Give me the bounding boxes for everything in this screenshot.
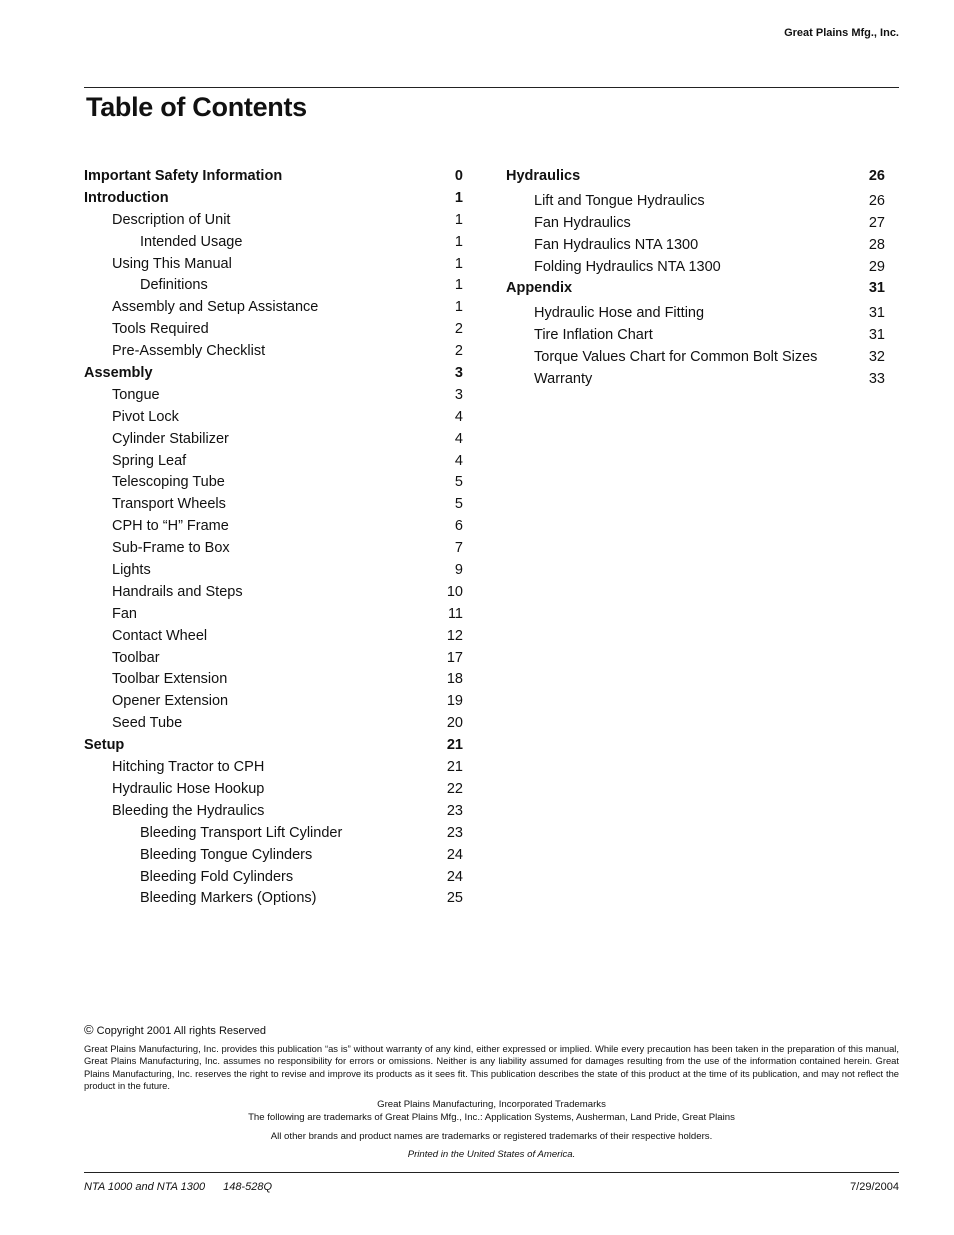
toc-entry-title: Fan Hydraulics xyxy=(534,214,631,231)
toc-entry[interactable] xyxy=(84,297,463,319)
toc-entry-page: 32 xyxy=(868,349,885,366)
toc-entry-page: 31 xyxy=(868,280,885,297)
toc-entry-title: Toolbar Extension xyxy=(112,671,228,688)
toc-entry-page: 10 xyxy=(446,583,463,600)
toc-entry-title: Sub-Frame to Box xyxy=(112,540,230,557)
toc-entry-page: 33 xyxy=(868,371,885,388)
toc-entry-title: Handrails and Steps xyxy=(112,583,243,600)
toc-entry[interactable] xyxy=(506,325,885,347)
toc-entry[interactable] xyxy=(84,669,463,691)
toc-entry-title: Lights xyxy=(112,562,151,579)
toc-entry[interactable] xyxy=(84,188,463,210)
toc-entry-title: Transport Wheels xyxy=(112,496,226,513)
footer-date: 7/29/2004 xyxy=(850,1181,899,1193)
toc-entry[interactable] xyxy=(506,213,885,235)
toc-entry[interactable] xyxy=(84,363,463,385)
toc-entry-title: Using This Manual xyxy=(112,255,232,272)
toc-entry-page: 4 xyxy=(454,452,463,469)
toc-entry-title: Spring Leaf xyxy=(112,452,187,469)
copyright-text: Copyright 2001 All rights Reserved xyxy=(96,1025,267,1037)
toc-entry-title: Hydraulic Hose Hookup xyxy=(112,780,265,797)
toc-entry[interactable] xyxy=(84,801,463,823)
header-company-name: Great Plains Mfg., Inc. xyxy=(784,27,899,39)
toc-entry[interactable] xyxy=(84,232,463,254)
toc-entry-page: 21 xyxy=(446,759,463,776)
toc-entry-page: 9 xyxy=(454,562,463,579)
toc-entry[interactable] xyxy=(84,626,463,648)
footer-model: NTA 1000 and NTA 1300 xyxy=(84,1181,206,1193)
toc-entry-title: Seed Tube xyxy=(112,715,183,732)
toc-entry-page: 26 xyxy=(868,192,885,209)
toc-entry[interactable] xyxy=(84,210,463,232)
toc-entry-title: Assembly and Setup Assistance xyxy=(112,299,319,316)
header-divider xyxy=(84,87,899,88)
toc-entry-title: Fan Hydraulics NTA 1300 xyxy=(534,236,699,253)
toc-entry-title: Opener Extension xyxy=(112,693,229,710)
toc-entry-page: 25 xyxy=(446,890,463,907)
footer-divider xyxy=(84,1172,899,1173)
toc-entry-page: 1 xyxy=(454,233,463,250)
toc-entry[interactable] xyxy=(84,691,463,713)
toc-entry[interactable] xyxy=(84,254,463,276)
toc-entry-page: 23 xyxy=(446,802,463,819)
toc-entry[interactable] xyxy=(506,303,885,325)
toc-entry-title: Tire Inflation Chart xyxy=(534,327,653,344)
toc-entry-page: 4 xyxy=(454,430,463,447)
toc-entry-title: Bleeding Fold Cylinders xyxy=(140,868,294,885)
toc-entry-title: Pivot Lock xyxy=(112,408,179,425)
toc-entry-title: Hitching Tractor to CPH xyxy=(112,759,265,776)
toc-entry-page: 22 xyxy=(446,780,463,797)
toc-entry-page: 29 xyxy=(868,258,885,275)
toc-entry-page: 19 xyxy=(446,693,463,710)
toc-right-column xyxy=(506,166,885,391)
toc-entry[interactable] xyxy=(506,369,885,391)
other-trademarks-note: All other brands and product names are trademarks or registered trademarks of their respective holders. xyxy=(270,1131,713,1142)
toc-entry[interactable] xyxy=(506,347,885,369)
disclaimer-text: Great Plains Manufacturing, Inc. provides this publication “as is” without warranty of any kind, either expressed or implied. While every precaution has been taken in the preparation of this manual, Great Plains Manufacturing, Inc. assumes no responsibility for errors or omissions. Neither is any liability assumed for damages resulting from the use of the information contained herein. Great Plains Manufacturing, Inc. reserves the right to revise and improve its products as it sees fit. This publication describes the state of this product at the time of its publication, and may not reflect the product in the future. xyxy=(84,1043,899,1092)
toc-entry-page: 4 xyxy=(454,408,463,425)
toc-entry-page: 20 xyxy=(446,715,463,732)
toc-entry-title: Definitions xyxy=(140,277,208,294)
toc-entry-page: 2 xyxy=(454,343,463,360)
toc-entry[interactable] xyxy=(84,494,463,516)
toc-entry-title: Description of Unit xyxy=(112,211,231,228)
trademarks-list: The following are trademarks of Great Plains Mfg., Inc.: Application Systems, Ausherman, Land Pride, Great Plains xyxy=(248,1112,735,1123)
toc-entry-page: 26 xyxy=(868,168,885,184)
toc-entry-page: 17 xyxy=(446,649,463,666)
toc-entry-page: 7 xyxy=(454,540,463,557)
toc-entry[interactable] xyxy=(84,735,463,757)
copyright-symbol: © xyxy=(84,1022,94,1037)
toc-entry[interactable] xyxy=(506,166,885,188)
toc-entry[interactable] xyxy=(506,257,885,279)
toc-entry-page: 11 xyxy=(447,605,463,622)
toc-entry-title: Hydraulics xyxy=(506,168,581,184)
toc-entry-page: 27 xyxy=(868,214,885,231)
toc-entry-title: Introduction xyxy=(84,189,169,206)
toc-entry-page: 1 xyxy=(454,189,463,206)
toc-entry[interactable] xyxy=(84,713,463,735)
toc-entry[interactable] xyxy=(84,823,463,845)
toc-entry-title: Tongue xyxy=(112,386,160,403)
toc-entry[interactable] xyxy=(84,779,463,801)
toc-entry[interactable] xyxy=(84,560,463,582)
trademarks-heading: Great Plains Manufacturing, Incorporated Trademarks xyxy=(377,1099,606,1110)
toc-entry[interactable] xyxy=(84,166,463,188)
toc-entry[interactable] xyxy=(84,429,463,451)
toc-entry-page: 1 xyxy=(454,255,463,272)
toc-entry[interactable] xyxy=(84,319,463,341)
toc-entry-page: 5 xyxy=(454,496,463,513)
toc-entry-title: Telescoping Tube xyxy=(112,474,225,491)
toc-entry-title: Bleeding Markers (Options) xyxy=(140,890,317,907)
toc-entry-page: 3 xyxy=(454,365,463,382)
toc-entry-title: Important Safety Information xyxy=(84,168,283,184)
toc-entry[interactable] xyxy=(506,235,885,257)
toc-entry-title: Torque Values Chart for Common Bolt Sizes xyxy=(534,349,818,366)
printed-in-note: Printed in the United States of America. xyxy=(407,1149,576,1160)
toc-entry[interactable] xyxy=(506,278,885,300)
toc-entry-page: 3 xyxy=(454,386,463,403)
toc-entry-page: 5 xyxy=(454,474,463,491)
toc-entry-title: Folding Hydraulics NTA 1300 xyxy=(534,258,721,275)
toc-entry[interactable] xyxy=(84,275,463,297)
toc-entry-title: Bleeding the Hydraulics xyxy=(112,802,265,819)
toc-entry-title: Warranty xyxy=(534,371,593,388)
toc-entry[interactable] xyxy=(84,757,463,779)
toc-entry[interactable] xyxy=(84,604,463,626)
toc-entry-page: 21 xyxy=(446,737,463,754)
footer-model-info xyxy=(84,1181,272,1193)
toc-entry[interactable] xyxy=(84,341,463,363)
toc-entry-page: 1 xyxy=(454,211,463,228)
toc-entry-title: Assembly xyxy=(84,365,153,382)
toc-entry[interactable] xyxy=(84,845,463,867)
toc-entry[interactable] xyxy=(84,516,463,538)
toc-entry-page: 23 xyxy=(446,824,463,841)
toc-entry[interactable] xyxy=(84,582,463,604)
page-title: Table of Contents xyxy=(86,92,307,122)
toc-entry[interactable] xyxy=(84,867,463,889)
toc-entry[interactable] xyxy=(84,538,463,560)
toc-entry-title: Intended Usage xyxy=(140,233,243,250)
toc-entry-page: 0 xyxy=(454,168,463,184)
toc-entry[interactable] xyxy=(84,648,463,670)
toc-entry-page: 6 xyxy=(454,518,463,535)
toc-entry[interactable] xyxy=(84,888,463,910)
toc-entry-page: 12 xyxy=(446,627,463,644)
toc-entry[interactable] xyxy=(84,451,463,473)
toc-entry-title: Tools Required xyxy=(112,321,209,338)
toc-entry-title: Setup xyxy=(84,737,125,754)
toc-entry[interactable] xyxy=(506,191,885,213)
toc-entry-page: 24 xyxy=(446,846,463,863)
toc-entry-title: Fan xyxy=(112,605,137,622)
toc-entry-page: 28 xyxy=(868,236,885,253)
toc-entry-page: 1 xyxy=(454,277,463,294)
toc-entry-page: 1 xyxy=(454,299,463,316)
toc-entry-page: 31 xyxy=(868,327,885,344)
toc-entry-title: Hydraulic Hose and Fitting xyxy=(534,305,705,322)
toc-left-column xyxy=(84,166,463,910)
toc-entry-title: Toolbar xyxy=(112,649,160,666)
toc-entry-title: Pre-Assembly Checklist xyxy=(112,343,266,360)
toc-entry-title: Bleeding Transport Lift Cylinder xyxy=(140,824,343,841)
toc-entry[interactable] xyxy=(84,385,463,407)
toc-entry-page: 24 xyxy=(446,868,463,885)
toc-entry[interactable] xyxy=(84,472,463,494)
toc-entry-title: Contact Wheel xyxy=(112,627,208,644)
toc-entry-title: Appendix xyxy=(506,280,573,297)
toc-entry-title: Cylinder Stabilizer xyxy=(112,430,229,447)
toc-entry-page: 2 xyxy=(454,321,463,338)
copyright-notice xyxy=(84,1022,266,1037)
toc-entry-title: CPH to “H” Frame xyxy=(112,518,229,535)
toc-entry-page: 18 xyxy=(446,671,463,688)
toc-entry[interactable] xyxy=(84,407,463,429)
toc-entry-title: Lift and Tongue Hydraulics xyxy=(534,192,705,209)
toc-entry-title: Bleeding Tongue Cylinders xyxy=(140,846,313,863)
toc-entry-page: 31 xyxy=(868,305,885,322)
footer-part-code: 148-528Q xyxy=(223,1181,273,1193)
